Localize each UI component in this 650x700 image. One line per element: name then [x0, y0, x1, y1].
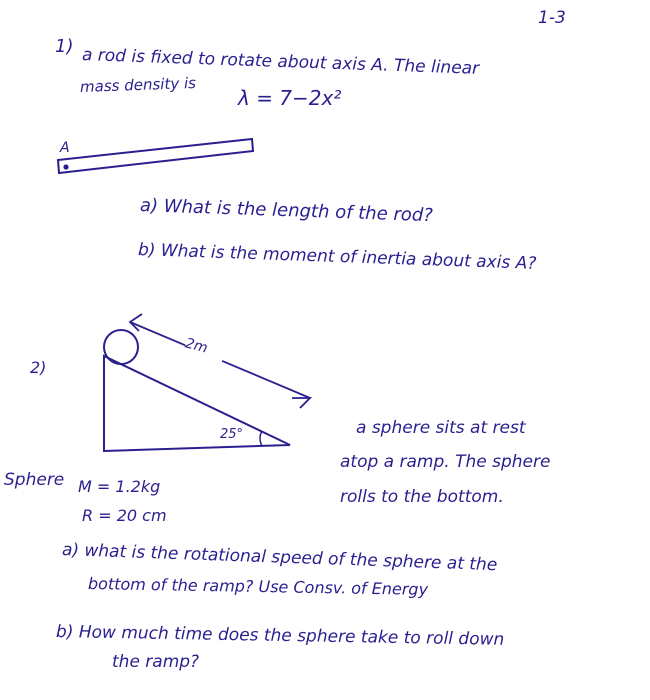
sphere: [104, 330, 138, 364]
distance-arrow-head-bottom: [292, 398, 310, 408]
description-line2: atop a ramp. The sphere: [340, 452, 551, 472]
problem-2-number: 2): [30, 358, 47, 377]
distance-arrow-line: [130, 322, 310, 398]
question-2a-line1: a) what is the rotational speed of the sphere at the: [61, 540, 498, 576]
question-2a-line2: bottom of the ramp? Use Consv. of Energy: [87, 574, 429, 599]
angle-arc: [260, 431, 262, 446]
axis-a-pivot: [63, 164, 68, 169]
axis-label-a: A: [60, 140, 70, 156]
sphere-mass: M = 1.2kg: [78, 477, 161, 496]
rod-diagram: [58, 139, 253, 173]
problem-1-statement-line1: a rod is fixed to rotate about axis A. The linear: [81, 45, 480, 79]
problem-1-statement-line2: mass density is: [79, 73, 197, 96]
rod: [58, 139, 253, 173]
density-formula: λ = 7−2x²: [238, 86, 342, 110]
page-number: 1-3: [538, 8, 566, 28]
description-line3: rolls to the bottom.: [340, 487, 504, 507]
sphere-label: Sphere: [4, 470, 65, 490]
sphere-radius: R = 20 cm: [82, 506, 167, 525]
question-1b: b) What is the moment of inertia about axis A?: [137, 240, 537, 274]
ramp-distance-label: 2m: [183, 335, 210, 357]
ramp-diagram: [104, 314, 310, 451]
question-1a: a) What is the length of the rod?: [139, 195, 434, 227]
question-2b-line1: b) How much time does the sphere take to roll down: [55, 622, 505, 650]
question-2b-line2: the ramp?: [112, 652, 200, 672]
ramp: [104, 356, 290, 451]
description-line1: a sphere sits at rest: [356, 418, 526, 438]
ramp-angle-label: 25°: [220, 427, 244, 442]
problem-1-number: 1): [55, 36, 74, 57]
